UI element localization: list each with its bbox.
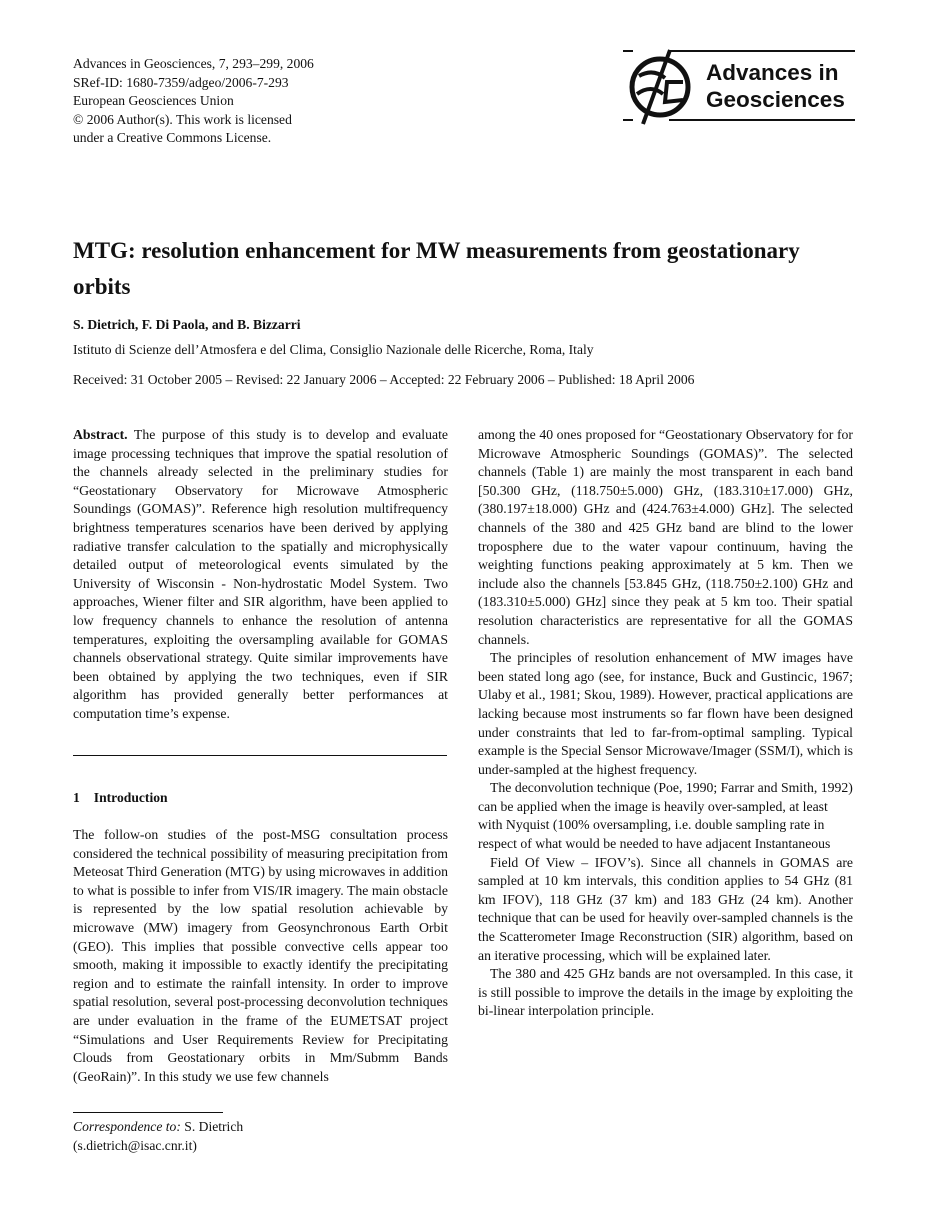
logo-text-line2: Geosciences [706,87,845,112]
paragraph: Field Of View – IFOV’s). Since all channels in GOMAS are sampled at 10 km intervals, this condition applies to 54 GHz (81 km IFOV), 118 GHz (37 km) and 183 GHz (24 km). Another technique that can be used for heavily over-sampled channels is the the Scatterometer Image Reconstruction (SIR) algorithm, based on an iterative processing, which will be explained later. [478,854,853,963]
section-heading [73,790,182,806]
abstract [73,426,448,724]
header-line: European Geosciences Union [73,93,234,109]
abstract-text: The purpose of this study is to develop and evaluate image processing techniques that improve the spatial resolution of the channels already selected in the preliminary studies for “Geostationary Observatory for Microwave Atmospheric Soundings (GOMAS)”. Reference high resolution multifrequency brightness temperatures scenarios have been derived by applying radiative transfer calculation to the spatially and microphysically detailed output of meteorological events simulated by the University of Wisconsin - Non-hydrostatic Model System. Two approaches, Wiener filter and SIR algorithm, have been applied to low frequency channels to enhance the resolution of antenna temperatures, exploiting the oversampling available for GOMAS channels observational strategy. Quite similar improvements have been obtained by applying the two techniques, even if SIR algorithm has provided generally better performances at computation time’s expense. [73,427,448,721]
header-line: © 2006 Author(s). This work is licensed [73,111,292,127]
introduction-text [73,826,448,1086]
correspondence [73,1117,243,1155]
header-line: SRef-ID: 1680-7359/adgeo/2006-7-293 [73,74,289,90]
paper-title: MTG: resolution enhancement for MW measurements from geostationary orbits [73,238,800,299]
abstract-divider [73,755,447,756]
journal-logo [623,48,855,124]
affiliation: Istituto di Scienze dell’Atmosfera e del Clima, Consiglio Nazionale delle Ricerche, Roma, Italy [73,342,594,357]
section-title: Introduction [93,790,168,805]
paragraph: The deconvolution technique (Poe, 1990; Farrar and Smith, 1992) can be applied when the image is heavily over-sampled, at least with Nyquist (100% oversampling, i.e. double sampling rate in respect of what would be needed to have adjacent Instantaneous [478,780,853,852]
globe-logo-icon [625,48,699,126]
paragraph: among the 40 ones proposed for “Geostationary Observatory for for Microwave Atmospheric Soundings (GOMAS)”. The selected channels (Table 1) are mainly the most transparent in each band [50.300 GHz, (118.750±5.000) GHz, (183.310±17.000) GHz, (380.197±18.000) GHz and (424.763±4.000) GHz]. The selected channels of the 380 and 425 GHz band are blind to the lower troposphere due to the water vapour continuum, having the weighting functions peaking approximately at 5 km. Then we include also the channels [53.845 GHz, (118.750±2.100) GHz and (183.310±5.000) GHz] since they peak at 5 km too. Their spatial resolution characteristics are representative for all the GOMAS channels. [478,427,853,647]
logo-text-line1: Advances in [706,60,839,85]
authors: S. Dietrich, F. Di Paola, and B. Bizzarri [73,317,301,332]
section-number: 1 [73,790,80,805]
correspondence-email[interactable]: (s.dietrich@isac.cnr.it) [73,1138,197,1153]
abstract-label: Abstract. [73,427,128,442]
correspondence-name: S. Dietrich [184,1119,244,1134]
paragraph: The follow-on studies of the post-MSG consultation process considered the technical possibility of measuring precipitation from Meteosat Third Generation (MTG) by using microwaves in addition to what is possible to infer from VIS/IR imagery. The main obstacle is represented by the low spatial resolution achievable by microwave (MW) imagery from Geosynchronous Earth Orbit (GEO). This implies that possible convective cells appear too smooth, making it impossible to exactly identify the precipitating region and to estimate the rainfall intensity. In order to improve spatial resolution, several post-processing deconvolution techniques are under evaluation in the frame of the EUMETSAT project “Simulations and User Requirements Review for Precipitating Clouds from Geostationary orbits in Mm/Submm Bands (GeoRain)”. In this study we use few channels [73,827,448,1084]
footnote-divider [73,1112,223,1113]
header-line: Advances in Geosciences, 7, 293–299, 2006 [73,56,314,71]
header-line: under a Creative Commons License. [73,130,272,146]
publication-dates: Received: 31 October 2005 – Revised: 22 January 2006 – Accepted: 22 February 2006 – Published: 18 April 2006 [73,372,695,387]
paragraph: The 380 and 425 GHz bands are not oversampled. In this case, it is still possible to improve the details in the image by exploiting the bi-linear interpolation principle. [478,966,853,1019]
correspondence-label: Correspondence to: [73,1119,181,1134]
paragraph: The principles of resolution enhancement of MW images have been stated long ago (see, for instance, Buck and Gustincic, 1967; Ulaby et al., 1981; Skou, 1989). However, practical applications are lacking because most instruments so far flown have been designed under constraints that led to far-from-optimal sampling. Typical example is the Special Sensor Microwave/Imager (SSM/I), which is under-sampled at the highest frequency. [478,650,853,777]
journal-header [73,55,314,148]
right-column [478,426,853,1021]
